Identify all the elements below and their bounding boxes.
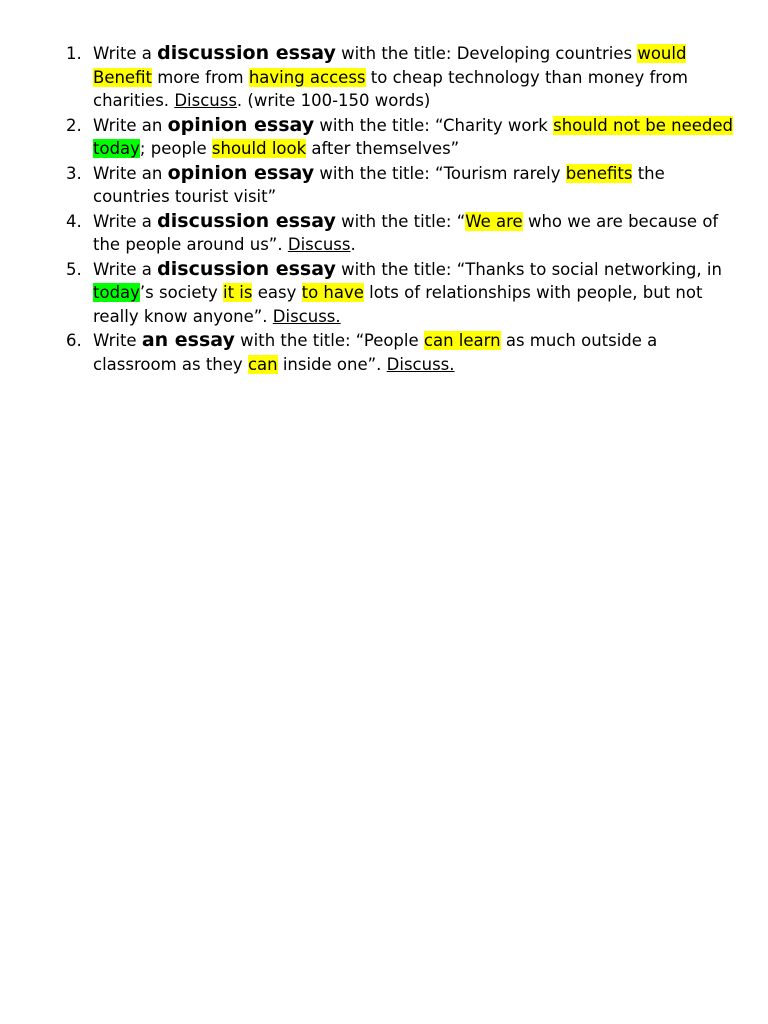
task-text: Write an xyxy=(93,163,168,183)
task-text: with the title: “Tourism rarely xyxy=(314,163,566,183)
task-item xyxy=(66,161,733,209)
task-text: with the title: “Charity work xyxy=(314,115,554,135)
task-text: who we are because of the people around us”. xyxy=(93,211,719,254)
highlighted-phrase: would Benefit xyxy=(93,44,687,87)
task-number: 5. xyxy=(66,259,82,279)
task-text: . (write 100-150 words) xyxy=(236,91,431,110)
discuss-instruction: Discuss xyxy=(174,91,237,110)
highlighted-phrase-green: today xyxy=(93,283,140,302)
task-number: 2. xyxy=(66,115,82,135)
essay-type-label: discussion essay xyxy=(157,209,336,232)
task-text: easy xyxy=(252,283,302,302)
task-text: as much outside a classroom as they xyxy=(93,331,658,374)
task-number: 6. xyxy=(66,331,82,350)
task-item xyxy=(66,257,733,329)
task-item xyxy=(66,42,733,113)
essay-type-label: discussion essay xyxy=(157,42,336,64)
task-text: with the title: “People xyxy=(234,331,424,350)
essay-task-list xyxy=(66,42,734,377)
task-text: inside one”. xyxy=(277,354,387,374)
highlighted-phrase: should not be needed xyxy=(553,115,734,135)
task-text: more from xyxy=(151,67,249,87)
task-text: to cheap technology than money from charities. xyxy=(93,67,688,110)
discuss-instruction: Discuss xyxy=(287,235,351,254)
task-number: 4. xyxy=(66,211,82,231)
task-text: after themselves” xyxy=(306,139,460,158)
task-text: with the title: Developing countries xyxy=(335,44,638,63)
highlighted-phrase: can learn xyxy=(423,331,501,350)
task-item xyxy=(66,329,733,376)
task-number: 1. xyxy=(66,44,82,63)
task-text: Write a xyxy=(93,211,158,231)
task-text: . xyxy=(350,235,356,254)
highlighted-phrase-green: today xyxy=(93,139,140,158)
task-text: with the title: “Thanks to social networking, in xyxy=(335,259,722,279)
task-text: Write an xyxy=(93,115,168,135)
essay-type-label: an essay xyxy=(141,329,235,351)
highlighted-phrase: benefits xyxy=(565,163,633,183)
discuss-instruction: Discuss. xyxy=(386,354,455,374)
discuss-instruction: Discuss. xyxy=(272,306,341,326)
highlighted-phrase: can xyxy=(247,354,278,374)
task-item xyxy=(66,113,734,161)
task-text: ’s society xyxy=(139,283,223,302)
highlighted-phrase: We are xyxy=(465,211,523,231)
task-item xyxy=(66,209,733,257)
task-text: ; people xyxy=(139,139,212,158)
highlighted-phrase: it is xyxy=(223,283,253,302)
task-text: Write xyxy=(93,331,142,350)
essay-type-label: discussion essay xyxy=(157,257,336,280)
task-text: lots of relationships with people, but not really know anyone”. xyxy=(93,283,703,326)
highlighted-phrase: having access xyxy=(248,67,366,87)
task-text: Write a xyxy=(93,44,158,63)
task-number: 3. xyxy=(66,163,82,183)
highlighted-phrase: to have xyxy=(301,283,364,302)
task-text: the countries tourist visit” xyxy=(93,163,665,206)
task-text: Write a xyxy=(93,259,158,279)
essay-type-label: opinion essay xyxy=(167,113,315,136)
task-text: with the title: “ xyxy=(335,211,466,231)
highlighted-phrase: should look xyxy=(211,139,307,158)
essay-type-label: opinion essay xyxy=(167,161,315,184)
